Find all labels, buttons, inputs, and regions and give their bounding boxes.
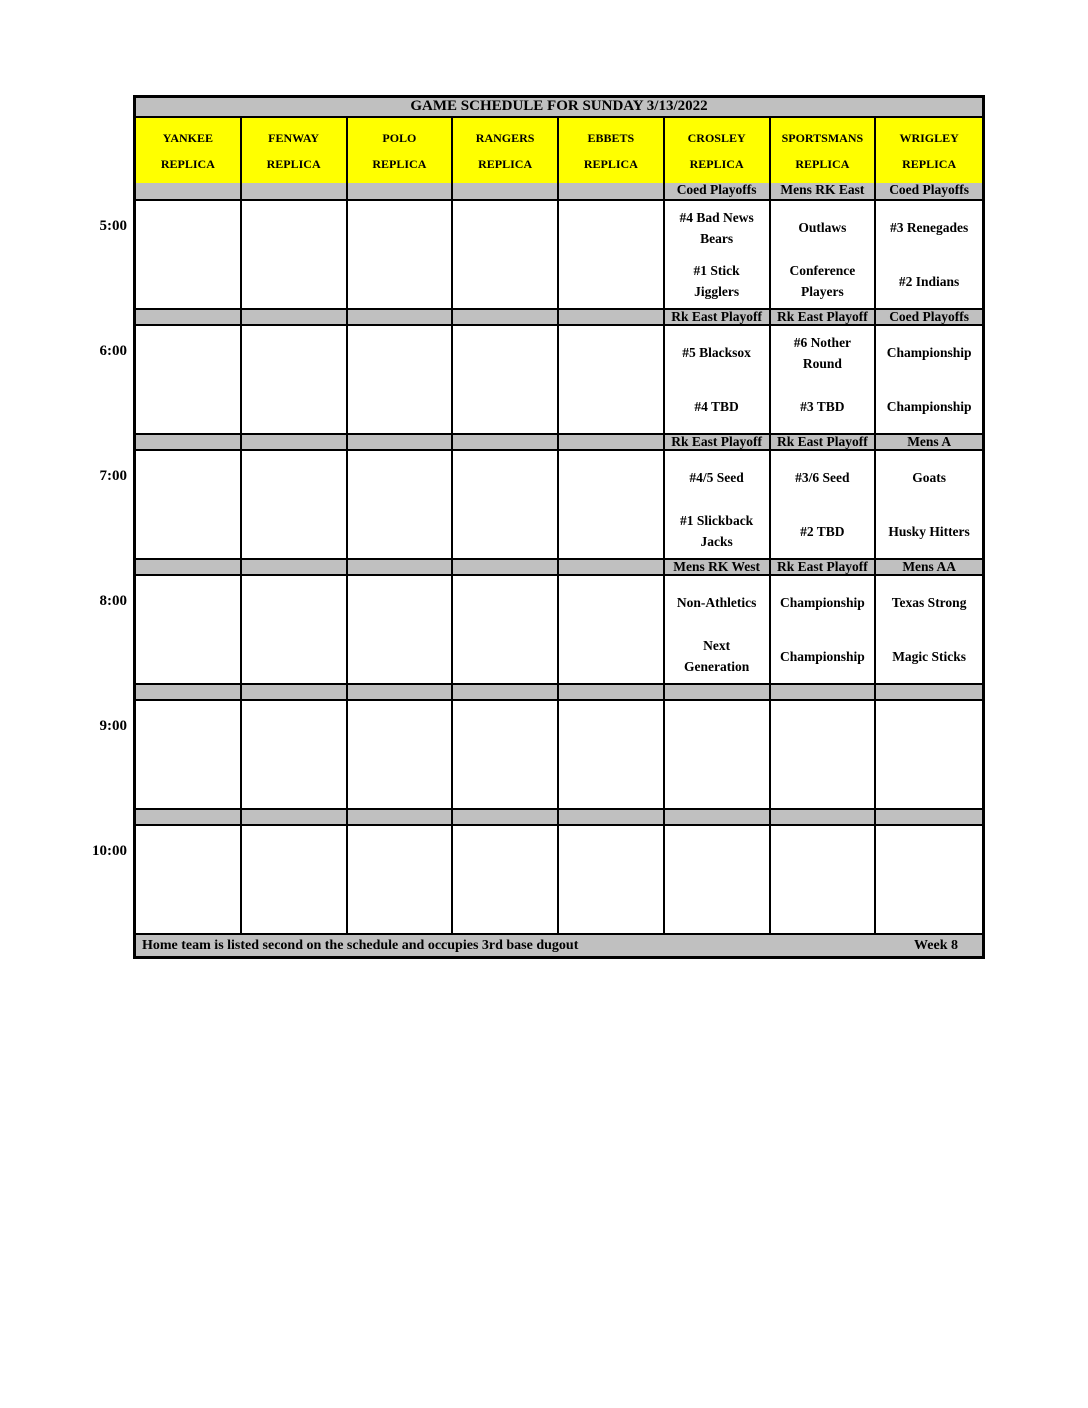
division-label [876, 685, 982, 699]
away-team-slot [348, 326, 452, 380]
home-team-slot [771, 880, 875, 934]
replica-label: REPLICA [583, 156, 638, 171]
game-cell [771, 201, 877, 308]
time-label: 6:00 [99, 343, 127, 359]
away-team-slot [665, 451, 769, 505]
game-cell [136, 701, 242, 808]
away-team-slot [665, 326, 769, 380]
division-label [348, 310, 454, 324]
division-label [242, 183, 348, 199]
game-cell [136, 326, 242, 433]
time-label: 10:00 [92, 843, 127, 859]
division-label [242, 685, 348, 699]
division-label: Rk East Playoff [665, 435, 771, 449]
away-team-slot [348, 826, 452, 880]
division-label [348, 560, 454, 574]
home-team-slot [453, 255, 557, 309]
away-team-slot [771, 451, 875, 505]
home-team-slot [665, 755, 769, 809]
division-label [348, 810, 454, 824]
home-team: Husky Hitters [888, 523, 970, 539]
home-team-slot [771, 380, 875, 434]
division-label [771, 810, 877, 824]
division-label [876, 810, 982, 824]
replica-label: REPLICA [372, 156, 427, 171]
home-team-slot [453, 380, 557, 434]
division-band-row [136, 558, 982, 576]
away-team: Outlaws [798, 220, 847, 236]
away-team-slot [876, 201, 982, 255]
division-label [242, 560, 348, 574]
replica-label: REPLICA [478, 156, 533, 171]
field-name: RANGERS [475, 130, 535, 145]
away-team: Texas Strong [891, 595, 967, 611]
division-label [453, 685, 559, 699]
game-cell [348, 701, 454, 808]
division-label [242, 435, 348, 449]
away-team-slot [453, 701, 557, 755]
replica-label: REPLICA [266, 156, 321, 171]
footer-note: Home team is listed second on the schedule and occupies 3rd base dugout [142, 937, 579, 953]
away-team: Non-Athletics [676, 595, 757, 611]
sheet-title: GAME SCHEDULE FOR SUNDAY 3/13/2022 [136, 98, 982, 118]
game-cell [665, 326, 771, 433]
away-team-slot [453, 201, 557, 255]
away-team-slot [876, 576, 982, 630]
home-team-slot [559, 630, 663, 684]
division-label [559, 685, 665, 699]
away-team-slot [876, 451, 982, 505]
division-band-row [136, 683, 982, 701]
division-label [665, 685, 771, 699]
away-team-slot [242, 326, 346, 380]
home-team-slot [242, 630, 346, 684]
away-team-slot [453, 826, 557, 880]
game-cell [876, 701, 982, 808]
home-team-slot [242, 505, 346, 559]
home-team-slot [665, 630, 769, 684]
away-team-slot [876, 326, 982, 380]
division-label [559, 435, 665, 449]
away-team: #5 Blacksox [682, 345, 751, 361]
field-header-wrigley [876, 118, 982, 183]
home-team-slot [242, 255, 346, 309]
division-label: Rk East Playoff [665, 310, 771, 324]
game-cell [876, 576, 982, 683]
home-team-slot [771, 630, 875, 684]
home-team-slot [876, 880, 982, 934]
game-cell [665, 451, 771, 558]
division-band-row [136, 308, 982, 326]
game-cell [665, 826, 771, 933]
division-label: Coed Playoffs [889, 183, 970, 197]
away-team: #3 Renegades [889, 220, 969, 236]
game-cell [771, 826, 877, 933]
game-cell [348, 451, 454, 558]
away-team-slot [348, 576, 452, 630]
division-label: Coed Playoffs [665, 183, 771, 199]
game-cell [559, 201, 665, 308]
away-team-slot [559, 326, 663, 380]
schedule-row-8pm [136, 576, 982, 683]
game-cell [665, 701, 771, 808]
division-label [453, 435, 559, 449]
field-header-rangers [453, 118, 559, 183]
division-label [453, 183, 559, 199]
away-team-slot [771, 326, 875, 380]
game-cell [348, 326, 454, 433]
home-team: Championship [886, 398, 972, 414]
game-cell [136, 576, 242, 683]
schedule-row-9pm [136, 701, 982, 808]
home-team: #1 Stick Jigglers [693, 263, 740, 300]
division-label: Rk East Playoff [771, 435, 877, 449]
home-team-slot [876, 755, 982, 809]
away-team-slot [136, 826, 240, 880]
replica-label: REPLICA [902, 156, 957, 171]
game-cell [453, 826, 559, 933]
field-header-fenway [242, 118, 348, 183]
home-team-slot [665, 880, 769, 934]
game-cell [771, 701, 877, 808]
replica-label: REPLICA [689, 156, 744, 171]
away-team-slot [559, 576, 663, 630]
home-team-slot [348, 630, 452, 684]
game-cell [876, 201, 982, 308]
home-team-slot [876, 255, 982, 309]
schedule-sheet [133, 95, 985, 959]
away-team: #4/5 Seed [689, 470, 744, 486]
home-team-slot [559, 755, 663, 809]
home-team: #2 Indians [898, 273, 960, 289]
division-label [665, 810, 771, 824]
away-team-slot [242, 701, 346, 755]
division-label: Mens AA [902, 560, 956, 574]
home-team-slot [242, 880, 346, 934]
week-label: Week 8 [914, 937, 958, 953]
home-team-slot [559, 880, 663, 934]
away-team-slot [453, 576, 557, 630]
field-name: SPORTSMANS [781, 130, 864, 145]
game-cell [876, 826, 982, 933]
home-team: #4 TBD [694, 398, 739, 414]
away-team-slot [559, 701, 663, 755]
schedule-row-5pm [136, 201, 982, 308]
division-label [242, 810, 348, 824]
division-label [559, 310, 665, 324]
division-label [136, 435, 242, 449]
home-team-slot [453, 880, 557, 934]
game-cell [136, 201, 242, 308]
division-band-row [136, 808, 982, 826]
home-team-slot [242, 755, 346, 809]
home-team-slot [876, 630, 982, 684]
home-team-slot [453, 505, 557, 559]
home-team-slot [348, 380, 452, 434]
home-team-slot [665, 255, 769, 309]
away-team-slot [136, 326, 240, 380]
home-team: Next Generation [684, 638, 750, 675]
away-team-slot [559, 451, 663, 505]
field-header-ebbets [559, 118, 665, 183]
away-team-slot [559, 201, 663, 255]
home-team-slot [453, 630, 557, 684]
away-team-slot [771, 201, 875, 255]
schedule-row-10pm [136, 826, 982, 933]
division-label: Rk East Playoff [771, 560, 877, 574]
division-label [348, 435, 454, 449]
time-label: 7:00 [99, 468, 127, 484]
schedule-row-7pm [136, 451, 982, 558]
division-label [453, 310, 559, 324]
game-cell [559, 576, 665, 683]
division-label [136, 685, 242, 699]
game-cell [559, 701, 665, 808]
game-cell [242, 826, 348, 933]
game-cell [453, 201, 559, 308]
away-team: Goats [912, 470, 946, 486]
away-team: #6 Nother Round [793, 334, 852, 371]
division-label: Coed Playoffs [889, 310, 970, 324]
home-team-slot [136, 630, 240, 684]
away-team-slot [242, 451, 346, 505]
home-team-slot [136, 380, 240, 434]
away-team: Championship [779, 595, 865, 611]
field-name: POLO [382, 130, 417, 145]
away-team-slot [242, 576, 346, 630]
game-cell [348, 576, 454, 683]
division-label [242, 310, 348, 324]
division-label [453, 810, 559, 824]
home-team-slot [136, 755, 240, 809]
division-label [348, 183, 454, 199]
field-header-polo [348, 118, 454, 183]
home-team-slot [453, 755, 557, 809]
home-team-slot [242, 380, 346, 434]
division-label [136, 310, 242, 324]
home-team-slot [559, 505, 663, 559]
division-label: Mens RK West [665, 560, 771, 574]
home-team-slot [348, 880, 452, 934]
time-label: 9:00 [99, 718, 127, 734]
field-name: CROSLEY [687, 130, 746, 145]
field-header-row [136, 118, 982, 183]
away-team-slot [665, 826, 769, 880]
game-cell [771, 326, 877, 433]
away-team-slot [136, 451, 240, 505]
home-team-slot [665, 380, 769, 434]
home-team-slot [771, 505, 875, 559]
field-name: WRIGLEY [899, 130, 959, 145]
game-cell [559, 451, 665, 558]
replica-label: REPLICA [795, 156, 850, 171]
away-team-slot [771, 576, 875, 630]
game-cell [348, 826, 454, 933]
game-cell [453, 701, 559, 808]
division-label [453, 560, 559, 574]
field-header-crosley [665, 118, 771, 183]
schedule-row-6pm [136, 326, 982, 433]
game-cell [771, 576, 877, 683]
home-team: #3 TBD [800, 398, 845, 414]
home-team-slot [348, 755, 452, 809]
game-cell [559, 826, 665, 933]
field-header-sportsmans [771, 118, 877, 183]
home-team-slot [559, 255, 663, 309]
home-team-slot [771, 255, 875, 309]
game-cell [136, 451, 242, 558]
away-team-slot [771, 826, 875, 880]
home-team: #2 TBD [800, 523, 845, 539]
game-cell [876, 326, 982, 433]
game-cell [453, 326, 559, 433]
away-team-slot [771, 701, 875, 755]
division-label [136, 810, 242, 824]
game-cell [665, 201, 771, 308]
home-team-slot [136, 255, 240, 309]
away-team-slot [453, 451, 557, 505]
field-name: EBBETS [587, 130, 635, 145]
footer-row [136, 933, 982, 956]
away-team-slot [136, 701, 240, 755]
game-cell [136, 826, 242, 933]
division-label [136, 183, 242, 199]
home-team-slot [876, 505, 982, 559]
game-cell [559, 326, 665, 433]
division-label [348, 685, 454, 699]
away-team-slot [876, 826, 982, 880]
game-cell [242, 701, 348, 808]
game-cell [242, 201, 348, 308]
away-team-slot [348, 201, 452, 255]
division-label: Rk East Playoff [771, 310, 877, 324]
division-label: Mens A [907, 435, 952, 449]
away-team-slot [453, 326, 557, 380]
game-cell [771, 451, 877, 558]
away-team: Championship [886, 345, 972, 361]
away-team-slot [665, 701, 769, 755]
away-team-slot [665, 201, 769, 255]
home-team-slot [348, 255, 452, 309]
game-cell [242, 451, 348, 558]
game-cell [453, 576, 559, 683]
division-label: Mens RK East [771, 183, 877, 199]
home-team-slot [771, 755, 875, 809]
game-cell [665, 576, 771, 683]
away-team-slot [348, 701, 452, 755]
division-label [771, 685, 877, 699]
replica-label: REPLICA [160, 156, 215, 171]
division-label [559, 810, 665, 824]
away-team-slot [136, 576, 240, 630]
game-cell [242, 576, 348, 683]
division-label [136, 560, 242, 574]
time-label: 8:00 [99, 593, 127, 609]
home-team: Conference Players [789, 263, 856, 300]
home-team: #1 Slickback Jacks [680, 513, 754, 550]
home-team-slot [876, 380, 982, 434]
home-team-slot [136, 505, 240, 559]
field-header-yankee [136, 118, 242, 183]
game-cell [348, 201, 454, 308]
game-cell [453, 451, 559, 558]
game-cell [876, 451, 982, 558]
away-team-slot [876, 701, 982, 755]
division-label [559, 183, 665, 199]
away-team: #4 Bad News Bears [679, 209, 754, 246]
home-team-slot [136, 880, 240, 934]
away-team-slot [559, 826, 663, 880]
division-band-row [136, 433, 982, 451]
time-label: 5:00 [99, 218, 127, 234]
away-team-slot [348, 451, 452, 505]
field-name: FENWAY [268, 130, 320, 145]
home-team-slot [559, 380, 663, 434]
home-team: Magic Sticks [892, 648, 967, 664]
field-name: YANKEE [162, 130, 213, 145]
home-team: Championship [779, 648, 865, 664]
away-team-slot [242, 826, 346, 880]
away-team-slot [136, 201, 240, 255]
away-team-slot [242, 201, 346, 255]
game-cell [242, 326, 348, 433]
division-band-row [136, 183, 982, 201]
division-label [559, 560, 665, 574]
home-team-slot [665, 505, 769, 559]
away-team: #3/6 Seed [795, 470, 850, 486]
home-team-slot [348, 505, 452, 559]
away-team-slot [665, 576, 769, 630]
